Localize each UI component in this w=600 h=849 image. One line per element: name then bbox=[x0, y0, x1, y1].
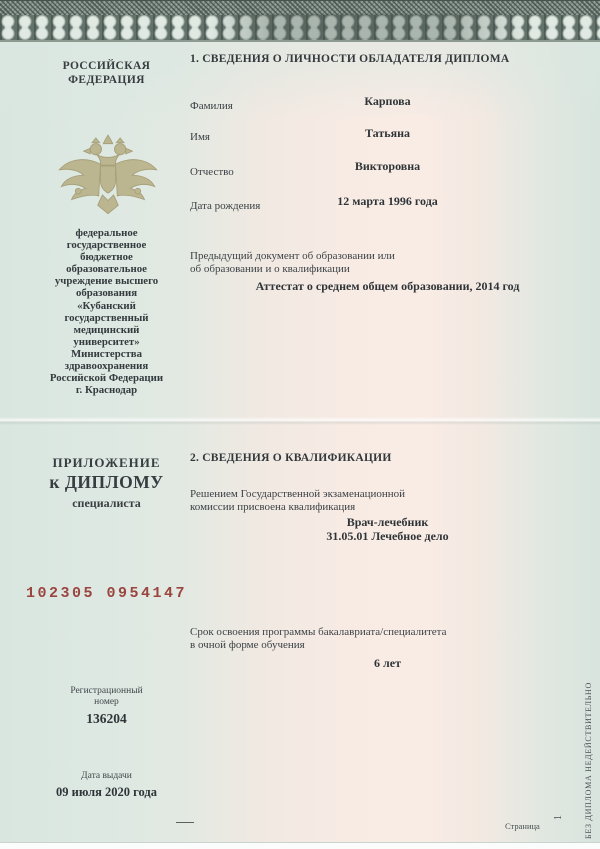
issue-date-value: 09 июля 2020 года bbox=[56, 785, 157, 799]
previous-document-label-line-2: об образовании и о квалификации bbox=[190, 263, 350, 275]
registration-label-line-2: номер bbox=[94, 697, 119, 707]
institution-line: здравоохранения bbox=[64, 360, 149, 373]
supplement-title-line-2: к ДИПЛОМУ bbox=[49, 472, 164, 492]
without-diploma-invalid-note: БЕЗ ДИПЛОМА НЕДЕЙСТВИТЕЛЬНО bbox=[584, 682, 593, 839]
issue-date-block bbox=[24, 771, 189, 800]
field-value-firstname: Татьяна bbox=[364, 126, 411, 140]
qualification-value: Врач-лечебник bbox=[346, 515, 429, 529]
guilloche-mesh-strip bbox=[0, 0, 600, 15]
scan-bottom-edge bbox=[0, 842, 600, 849]
institution-line: «Кубанский bbox=[77, 299, 136, 312]
field-label-birthdate: Дата рождения bbox=[190, 200, 261, 212]
field-label-surname: Фамилия bbox=[190, 100, 233, 112]
field-label-patronymic: Отчество bbox=[190, 166, 234, 178]
field-label-firstname: Имя bbox=[190, 131, 210, 143]
fold-crease bbox=[0, 417, 600, 425]
field-value-birthdate: 12 марта 1996 года bbox=[337, 194, 438, 208]
registration-number-label bbox=[24, 686, 189, 708]
supplement-title-line-3: специалиста bbox=[72, 496, 141, 510]
institution-line: федеральное bbox=[75, 227, 138, 239]
registration-number-block bbox=[24, 686, 189, 727]
guilloche-shading bbox=[0, 14, 600, 39]
registration-label-line-1: Регистрационный bbox=[70, 686, 143, 696]
page-label: Страница bbox=[505, 821, 540, 831]
duration-label-line-2: в очной форме обучения bbox=[190, 639, 305, 651]
institution-line: университет» bbox=[73, 335, 140, 348]
institution-line: Российской Федерации bbox=[49, 372, 164, 385]
country-line-2: ФЕДЕРАЦИЯ bbox=[68, 73, 145, 86]
institution-line: бюджетное bbox=[80, 251, 133, 264]
study-duration-label bbox=[190, 626, 447, 652]
country-name bbox=[24, 60, 189, 87]
study-duration-value: 6 лет bbox=[374, 656, 401, 670]
coat-of-arms-eagle-icon bbox=[52, 130, 164, 230]
institution-line: г. Краснодар bbox=[75, 384, 138, 397]
page-number: 1 bbox=[553, 815, 564, 820]
previous-document-label bbox=[190, 250, 395, 276]
serial-number: 102305 0954147 bbox=[26, 585, 188, 602]
institution-name bbox=[20, 227, 193, 396]
section2-title: 2. СВЕДЕНИЯ О КВАЛИФИКАЦИИ bbox=[190, 452, 392, 464]
previous-document-value: Аттестат о среднем общем образовании, 2014 год bbox=[255, 279, 520, 293]
specialty-value: 31.05.01 Лечебное дело bbox=[326, 529, 449, 543]
supplement-title-line-1: ПРИЛОЖЕНИЕ bbox=[52, 455, 161, 470]
qualification-decision-label bbox=[190, 488, 405, 514]
institution-line: Министерства bbox=[70, 347, 143, 360]
institution-line: медицинский bbox=[73, 323, 140, 336]
institution-line: образования bbox=[75, 287, 138, 300]
registration-number-value: 136204 bbox=[86, 711, 127, 726]
field-value-patronymic: Викторовна bbox=[354, 159, 421, 173]
decision-label-line-2: комиссии присвоена квалификация bbox=[190, 501, 356, 513]
field-value-surname: Карпова bbox=[364, 94, 411, 108]
institution-line: учреждение высшего bbox=[54, 275, 159, 288]
issue-date-label: Дата выдачи bbox=[81, 771, 132, 781]
guilloche-border-band bbox=[0, 0, 600, 41]
institution-line: государственное bbox=[66, 239, 147, 252]
footer-dash-mark bbox=[176, 822, 194, 823]
previous-document-label-line-1: Предыдущий документ об образовании или bbox=[190, 250, 395, 262]
country-line-1: РОССИЙСКАЯ bbox=[62, 60, 151, 72]
duration-label-line-1: Срок освоения программы бакалавриата/специалитета bbox=[190, 626, 447, 638]
supplement-title bbox=[24, 455, 189, 511]
institution-line: государственный bbox=[64, 311, 149, 324]
decision-label-line-1: Решением Государственной экзаменационной bbox=[190, 488, 406, 500]
section1-title: 1. СВЕДЕНИЯ О ЛИЧНОСТИ ОБЛАДАТЕЛЯ ДИПЛОМА bbox=[190, 53, 510, 65]
institution-line: образовательное bbox=[66, 263, 147, 276]
